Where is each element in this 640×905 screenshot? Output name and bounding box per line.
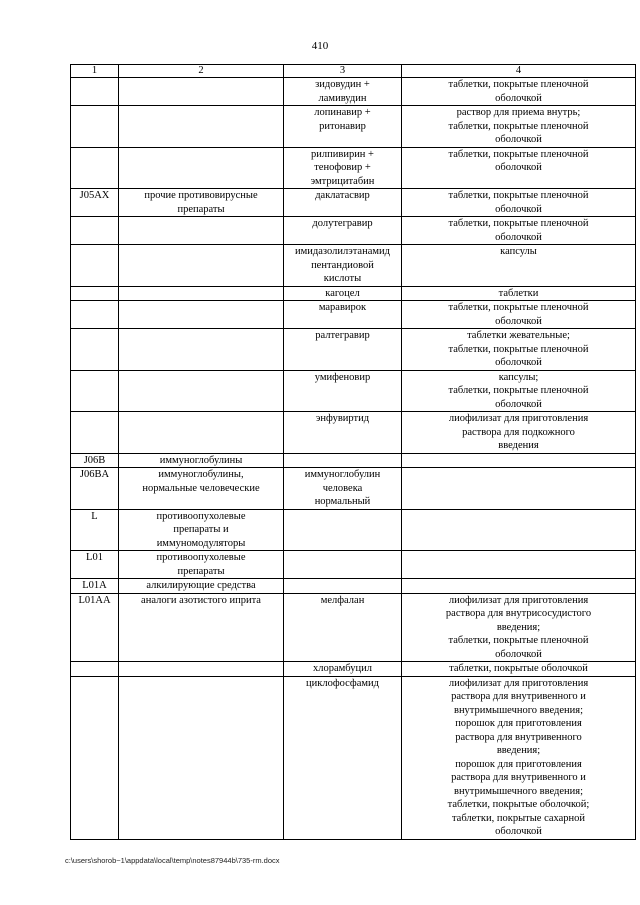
code-cell [71,551,119,579]
dosage-form-line: раствора для внутривенного [455,731,582,743]
code-text: L01 [86,552,103,563]
group-cell [119,106,284,148]
code-cell [71,579,119,594]
drug-name-line: человека [322,482,363,494]
dosage-form-line: порошок для приготовления [455,718,582,729]
file-path-footer: c:\users\shorob~1\appdata\local\temp\notes87944b\735-rm.docx [65,856,280,865]
drug-name-line: ламивудин [318,92,367,104]
code-cell [71,662,119,677]
dosage-form-line: введения; [496,621,541,633]
group-line: иммуноглобулины [159,454,243,466]
drug-name-cell [284,189,402,217]
drug-name-line: циклофосфамид [305,677,379,689]
dosage-form-line: капсулы; [498,371,539,383]
dosage-form-line: таблетки, покрытые пленочной [448,218,589,229]
code-cell [71,189,119,217]
dosage-form-cell [402,662,636,677]
dosage-form-line: лиофилизат для приготовления [448,677,589,689]
dosage-form-line: раствора для внутривенного и [451,772,586,783]
drug-name-cell [284,217,402,245]
table-row [71,662,636,677]
dosage-form-line: таблетки, покрытые сахарной [451,812,586,824]
code-text: L [91,510,98,522]
drug-name-line: ралтегравир [315,330,370,341]
code-text: L01A [82,580,107,591]
code-text: J06BA [79,469,110,480]
drug-name-line: умифеновир [314,371,371,383]
drug-name-line: хлорамбуцил [313,663,372,674]
drug-name-cell [284,662,402,677]
dosage-form-line: таблетки жевательные; [467,330,570,341]
drug-name-cell [284,329,402,371]
dosage-form-cell [402,453,636,468]
drug-name-line: кагоцел [325,287,360,299]
dosage-form-line: порошок для приготовления [455,758,582,770]
dosage-form-line: раствора для подкожного [462,426,575,438]
column-header: 1 [71,65,119,78]
group-cell [119,147,284,189]
dosage-form-cell [402,286,636,301]
code-cell [71,301,119,329]
drug-name-line: имидазолилэтанамид [295,246,390,257]
dosage-form-line: раствор для приема внутрь; [456,107,581,118]
group-cell [119,370,284,412]
drug-name-cell [284,593,402,662]
dosage-form-line: оболочкой [495,315,542,327]
group-cell [119,662,284,677]
group-line: препараты и [173,524,229,535]
dosage-form-line: таблетки, покрытые пленочной [448,385,589,396]
drug-name-line: энфувиртид [315,413,370,424]
group-line: прочие противовирусные [144,190,258,201]
drug-name-line: рилпивирин + [311,148,374,160]
table-row [71,551,636,579]
group-cell [119,453,284,468]
dosage-form-cell [402,468,636,510]
dosage-form-line: таблетки, покрытые пленочной [448,120,589,132]
table-row [71,453,636,468]
dosage-form-line: оболочкой [495,162,542,173]
group-cell [119,551,284,579]
group-cell [119,189,284,217]
code-text: J06B [83,454,106,466]
drug-name-line: лопинавир + [314,107,371,118]
dosage-form-line: таблетки, покрытые пленочной [448,635,589,646]
drug-name-cell [284,412,402,454]
dosage-form-line: оболочкой [495,357,542,368]
dosage-form-cell [402,412,636,454]
dosage-form-line: лиофилизат для приготовления [448,413,589,424]
drug-name-line: долутегравир [312,218,373,229]
code-cell [71,370,119,412]
group-cell [119,286,284,301]
table-row [71,468,636,510]
dosage-form-cell [402,78,636,106]
dosage-form-cell [402,217,636,245]
dosage-form-line: таблетки, покрытые пленочной [448,79,589,90]
dosage-form-line: таблетки, покрытые пленочной [448,343,589,355]
drug-name-cell [284,676,402,839]
code-text: L01AA [78,594,111,606]
dosage-form-line: таблетки, покрытые пленочной [448,190,589,201]
dosage-form-cell [402,147,636,189]
table-row [71,189,636,217]
dosage-form-cell [402,106,636,148]
dosage-form-cell [402,579,636,594]
drug-name-line: пентандиовой [311,259,374,271]
group-cell [119,217,284,245]
drug-name-cell [284,301,402,329]
dosage-form-cell [402,509,636,551]
dosage-form-line: таблетки [498,287,539,299]
code-cell [71,593,119,662]
table-row [71,147,636,189]
group-line: противоопухолевые [156,510,246,522]
dosage-form-line: таблетки, покрытые оболочкой [449,663,588,674]
dosage-form-cell [402,370,636,412]
group-line: препараты [177,565,225,577]
dosage-form-cell [402,551,636,579]
drug-name-cell [284,78,402,106]
code-cell [71,245,119,287]
code-cell [71,217,119,245]
dosage-form-line: введения [498,440,539,451]
drug-name-cell [284,551,402,579]
table-row [71,412,636,454]
group-cell [119,579,284,594]
table-row [71,217,636,245]
group-line: аналоги азотистого иприта [141,594,261,606]
dosage-form-line: оболочкой [495,134,542,145]
dosage-form-line: оболочкой [495,648,542,660]
table-row [71,509,636,551]
page-number: 410 [311,40,329,52]
table-row [71,245,636,287]
dosage-form-line: таблетки, покрытые пленочной [448,148,589,160]
dosage-form-cell [402,301,636,329]
drug-name-cell [284,579,402,594]
drug-name-cell [284,245,402,287]
table-row [71,593,636,662]
code-cell [71,412,119,454]
drug-name-line: эмтрицитабин [310,175,375,187]
table-row [71,106,636,148]
drug-name-line: мелфалан [320,594,365,606]
dosage-form-cell [402,593,636,662]
dosage-form-line: капсулы [500,246,537,257]
drug-name-line: маравирок [318,302,367,313]
code-cell [71,509,119,551]
table-row [71,286,636,301]
dosage-form-line: оболочкой [495,203,542,215]
group-cell [119,676,284,839]
dosage-form-line: внутримышечного введения; [453,785,584,797]
drug-name-line: иммуноглобулин [304,469,381,480]
drug-name-cell [284,286,402,301]
dosage-form-cell [402,245,636,287]
table-row [71,370,636,412]
code-cell [71,468,119,510]
drug-name-line: ритонавир [319,120,366,132]
drug-table [70,64,636,840]
drug-name-cell [284,453,402,468]
group-cell [119,78,284,106]
table-body [71,78,636,840]
dosage-form-line: лиофилизат для приготовления [448,594,589,606]
code-cell [71,286,119,301]
group-cell [119,245,284,287]
code-cell [71,676,119,839]
drug-name-cell [284,509,402,551]
column-header: 3 [284,65,402,78]
dosage-form-line: раствора для внутрисосудистого [445,608,592,619]
table-row [71,78,636,106]
drug-name-cell [284,468,402,510]
dosage-form-line: введения; [496,745,541,756]
group-cell [119,412,284,454]
drug-name-line: даклатасвир [315,190,370,201]
column-header: 4 [402,65,636,78]
table-row [71,329,636,371]
dosage-form-cell [402,329,636,371]
group-cell [119,509,284,551]
code-cell [71,329,119,371]
code-cell [71,147,119,189]
group-line: иммуноглобулины, [158,469,244,480]
table-header-row [71,65,636,78]
table-row [71,301,636,329]
group-line: противоопухолевые [156,552,246,563]
code-cell [71,453,119,468]
drug-name-cell [284,106,402,148]
group-line: иммуномодуляторы [156,537,246,549]
column-header: 2 [119,65,284,78]
drug-name-line: кислоты [323,273,362,284]
dosage-form-line: оболочкой [495,398,542,410]
table-row [71,676,636,839]
table-row [71,579,636,594]
drug-name-cell [284,370,402,412]
code-cell [71,106,119,148]
dosage-form-line: внутримышечного введения; [453,704,584,716]
group-cell [119,329,284,371]
group-line: препараты [177,203,225,215]
dosage-form-line: оболочкой [495,826,542,837]
drug-name-line: нормальный [314,496,371,507]
dosage-form-cell [402,189,636,217]
dosage-form-line: таблетки, покрытые пленочной [448,302,589,313]
code-text: J05AX [79,190,110,201]
group-line: нормальные человеческие [142,482,260,494]
group-cell [119,468,284,510]
dosage-form-cell [402,676,636,839]
dosage-form-line: таблетки, покрытые оболочкой; [447,799,590,810]
drug-name-line: зидовудин + [315,79,370,90]
drug-name-line: тенофовир + [314,162,371,173]
dosage-form-line: оболочкой [495,92,542,104]
drug-name-cell [284,147,402,189]
dosage-form-line: раствора для внутривенного и [451,691,586,702]
group-cell [119,593,284,662]
code-cell [71,78,119,106]
dosage-form-line: оболочкой [495,231,542,243]
group-cell [119,301,284,329]
group-line: алкилирующие средства [146,580,256,591]
